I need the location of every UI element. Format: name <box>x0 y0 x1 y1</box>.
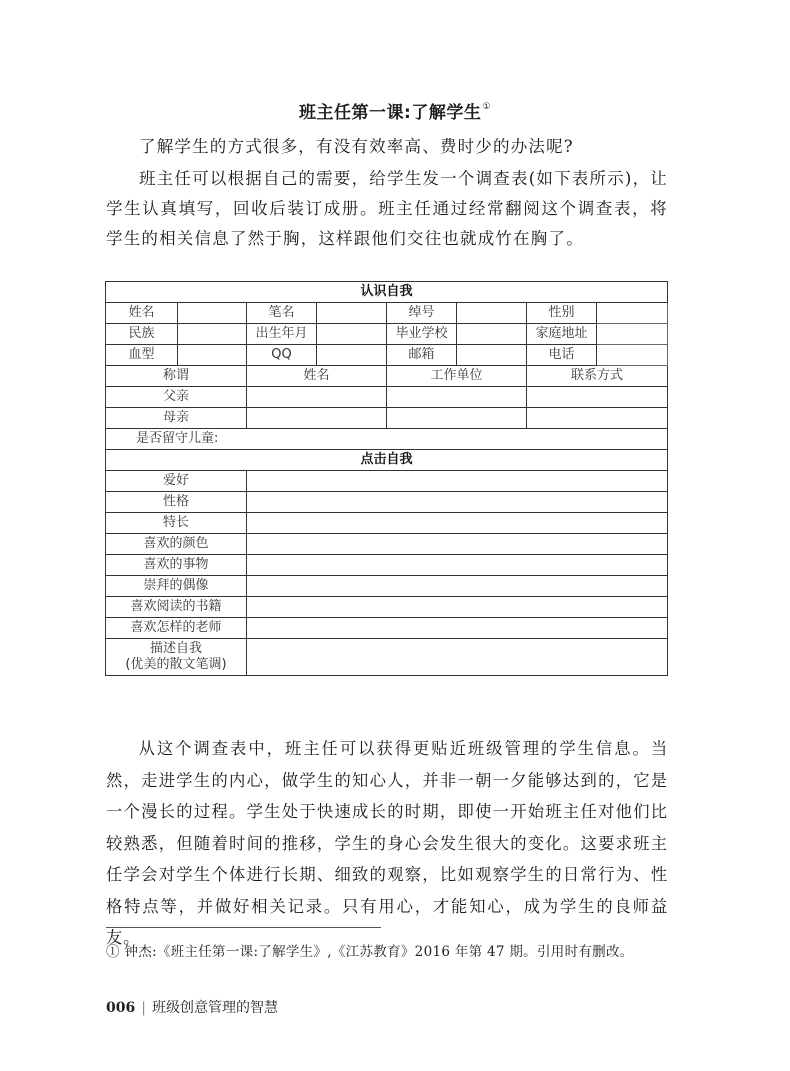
field-label: QQ <box>247 345 317 366</box>
field-value-cell[interactable] <box>387 408 527 429</box>
field-label: 民族 <box>106 324 178 345</box>
field-value-cell[interactable] <box>597 324 668 345</box>
describe-self-label-line1: 描述自我 <box>149 641 202 656</box>
field-value-cell[interactable] <box>597 345 668 366</box>
footnote-divider <box>106 927 381 928</box>
section-header-click-yourself: 点击自我 <box>106 450 668 471</box>
field-value-cell[interactable] <box>178 303 247 324</box>
body-paragraph <box>106 733 668 954</box>
field-value-cell[interactable] <box>457 324 527 345</box>
field-value-cell[interactable] <box>387 387 527 408</box>
field-label: 喜欢的颜色 <box>106 534 247 555</box>
field-value-cell[interactable] <box>317 324 387 345</box>
table-row <box>106 492 668 513</box>
intro-paragraph-1 <box>106 132 668 162</box>
field-label: 喜欢阅读的书籍 <box>106 597 247 618</box>
field-value-cell[interactable] <box>247 471 668 492</box>
page-footer <box>106 997 278 1017</box>
table-row <box>106 303 668 324</box>
intro-paragraph-2-text: 班主任可以根据自己的需要，给学生发一个调查表(如下表所示)，让学生认真填写，回收后装订成册。班主任通过经常翻阅这个调查表，将学生的相关信息了然于胸，这样跟他们交往也就成竹在胸了。 <box>106 169 668 248</box>
relation-label: 母亲 <box>106 408 247 429</box>
table-row <box>106 471 668 492</box>
field-value-cell[interactable] <box>317 303 387 324</box>
field-value-cell[interactable] <box>247 576 668 597</box>
intro-paragraph-1-text: 了解学生的方式很多，有没有效率高、费时少的办法呢? <box>139 137 574 156</box>
relation-label: 父亲 <box>106 387 247 408</box>
field-label: 邮箱 <box>387 345 457 366</box>
field-value-cell[interactable] <box>178 324 247 345</box>
field-value-cell[interactable] <box>247 513 668 534</box>
section-header-row <box>106 450 668 471</box>
table-row <box>106 534 668 555</box>
intro-paragraph-2 <box>106 164 668 254</box>
field-label: 血型 <box>106 345 178 366</box>
table-row <box>106 618 668 639</box>
field-value-cell[interactable] <box>247 534 668 555</box>
student-survey-table <box>105 281 668 676</box>
column-header: 联系方式 <box>527 366 668 387</box>
table-row <box>106 576 668 597</box>
table-row <box>106 324 668 345</box>
field-label: 性格 <box>106 492 247 513</box>
field-label: 电话 <box>527 345 597 366</box>
footnote: ① 钟杰:《班主任第一课:了解学生》,《江苏教育》2016 年第 47 期。引用时有删改。 <box>106 944 634 960</box>
field-label: 毕业学校 <box>387 324 457 345</box>
book-title: 班级创意管理的智慧 <box>151 1000 278 1016</box>
table-row <box>106 429 668 450</box>
section-title <box>0 98 790 123</box>
field-label: 爱好 <box>106 471 247 492</box>
family-header-row <box>106 366 668 387</box>
left-behind-child-field[interactable]: 是否留守儿童: <box>106 429 668 450</box>
field-label: 笔名 <box>247 303 317 324</box>
table-row <box>106 555 668 576</box>
field-label: 出生年月 <box>247 324 317 345</box>
table-row <box>106 597 668 618</box>
field-label: 特长 <box>106 513 247 534</box>
table-row <box>106 639 668 676</box>
field-value-cell[interactable] <box>247 618 668 639</box>
field-value-cell[interactable] <box>178 345 247 366</box>
field-label: 家庭地址 <box>527 324 597 345</box>
field-label: 崇拜的偶像 <box>106 576 247 597</box>
body-paragraph-text: 从这个调查表中，班主任可以获得更贴近班级管理的学生信息。当然，走进学生的内心，做学生的知心人，并非一朝一夕能够达到的，它是一个漫长的过程。学生处于快速成长的时期，即使一开始班主任对他们比较熟悉，但随着时间的推移，学生的身心会发生很大的变化。这要求班主任学会对学生个体进行长期、细致的观察，比如观察学生的日常行为、性格特点等，并做好相关记录。只有用心，才能知心，成为学生的良师益友。 <box>106 739 668 947</box>
page-number: 006 <box>106 1000 136 1016</box>
field-value-cell[interactable] <box>527 408 668 429</box>
column-header: 工作单位 <box>387 366 527 387</box>
field-value-cell[interactable] <box>247 597 668 618</box>
describe-self-label <box>106 639 247 676</box>
describe-self-label-line2: (优美的散文笔调) <box>125 657 227 672</box>
field-value-cell[interactable] <box>317 345 387 366</box>
footer-separator: | <box>141 1000 146 1016</box>
table-row <box>106 408 668 429</box>
field-value-cell[interactable] <box>597 303 668 324</box>
table-row <box>106 345 668 366</box>
table-row <box>106 387 668 408</box>
section-title-text: 班主任第一课:了解学生 <box>299 103 482 123</box>
footnote-marker[interactable]: ① <box>482 102 491 112</box>
field-value-cell[interactable] <box>457 345 527 366</box>
field-value-cell[interactable] <box>247 492 668 513</box>
table-row <box>106 513 668 534</box>
field-value-cell[interactable] <box>457 303 527 324</box>
field-label: 喜欢怎样的老师 <box>106 618 247 639</box>
field-label: 性别 <box>527 303 597 324</box>
field-label: 绰号 <box>387 303 457 324</box>
section-header-know-yourself: 认识自我 <box>106 282 668 303</box>
field-value-cell[interactable] <box>527 387 668 408</box>
field-label: 姓名 <box>106 303 178 324</box>
section-header-row <box>106 282 668 303</box>
column-header: 姓名 <box>247 366 387 387</box>
field-value-cell[interactable] <box>247 555 668 576</box>
column-header: 称谓 <box>106 366 247 387</box>
field-value-cell[interactable] <box>247 639 668 676</box>
field-value-cell[interactable] <box>247 387 387 408</box>
field-value-cell[interactable] <box>247 408 387 429</box>
field-label: 喜欢的事物 <box>106 555 247 576</box>
